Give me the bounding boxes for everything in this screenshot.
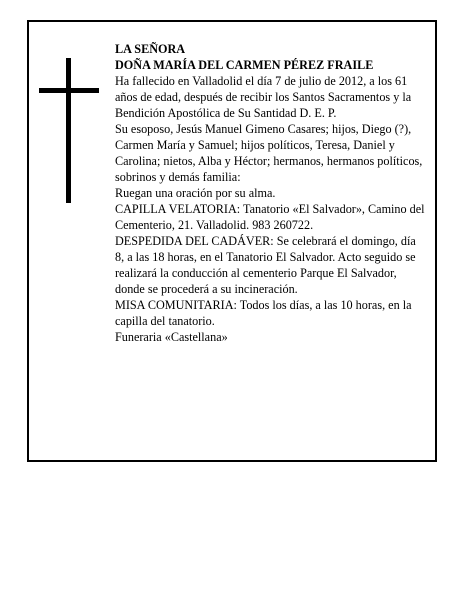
cross-vertical-bar bbox=[66, 58, 71, 203]
wake-chapel-info: CAPILLA VELATORIA: Tanatorio «El Salvador», Camino del Cementerio, 21. Valladolid. 983 260722. bbox=[115, 202, 425, 232]
cross-horizontal-bar bbox=[39, 88, 99, 93]
community-mass-info: MISA COMUNITARIA: Todos los días, a las 10 horas, en la capilla del tanatorio. bbox=[115, 298, 412, 328]
notice-title-line2: DOÑA MARÍA DEL CARMEN PÉREZ FRAILE bbox=[115, 58, 374, 72]
obituary-notice bbox=[27, 20, 437, 462]
farewell-info: DESPEDIDA DEL CADÁVER: Se celebrará el domingo, día 8, a las 18 horas, en el Tanatorio El Salvador. Acto seguido se realizará la conducción al cementerio Parque El Salvador, donde se procederá a su incineración. bbox=[115, 234, 416, 296]
notice-content bbox=[115, 41, 425, 345]
death-announcement: Ha fallecido en Valladolid el día 7 de julio de 2012, a los 61 años de edad, después de recibir los Santos Sacramentos y la Bendición Apostólica de Su Santidad D. E. P. bbox=[115, 74, 412, 120]
cross-icon bbox=[39, 58, 99, 203]
family-list: Su esoposo, Jesús Manuel Gimeno Casares; hijos, Diego (?), Carmen María y Samuel; hijos políticos, Teresa, Daniel y Carolina; nietos, Alba y Héctor; hermanos, hermanos políticos, sobrinos y demás familia: bbox=[115, 122, 423, 184]
prayer-request: Ruegan una oración por su alma. bbox=[115, 186, 276, 200]
notice-title-line1: LA SEÑORA bbox=[115, 42, 186, 56]
funeral-home: Funeraria «Castellana» bbox=[115, 330, 228, 344]
